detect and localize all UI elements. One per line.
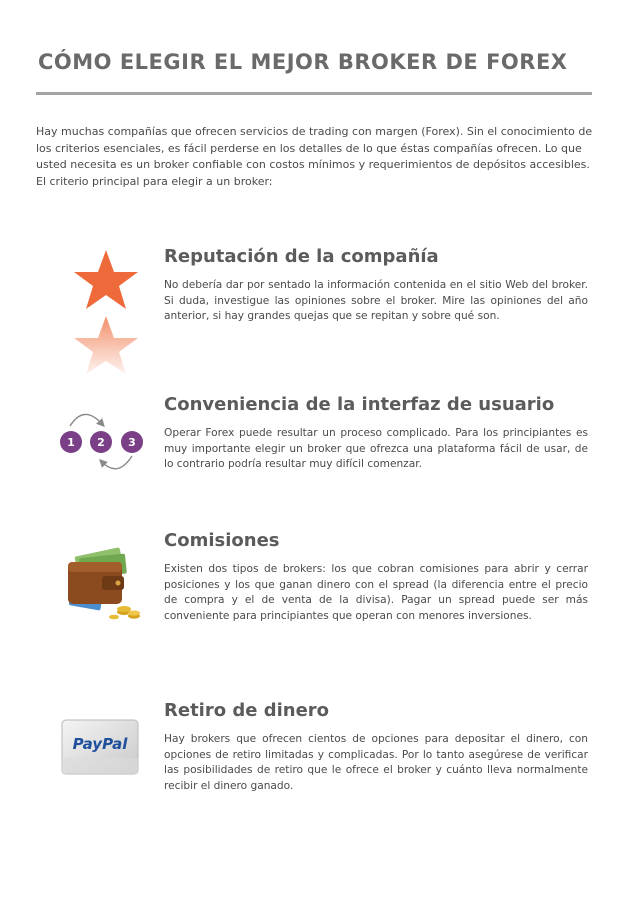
step-label: 3: [128, 436, 136, 449]
title-divider: [36, 92, 592, 95]
step-label: 1: [67, 436, 75, 449]
page-title: CÓMO ELEGIR EL MEJOR BROKER DE FOREX: [38, 50, 568, 74]
section-title: Conveniencia de la interfaz de usuario: [164, 394, 555, 415]
intro-paragraph: Hay muchas compañías que ofrecen servicios de trading con margen (Forex). Sin el conocimiento de los criterios esenciales, es fácil perderse en los detalles de lo que éstas compañías ofrecen. Lo que usted necesita es un broker confiable con costos mínimos y requerimientos de depósitos accesibles. El criterio principal para elegir a un broker:: [36, 125, 593, 188]
section-body: Existen dos tipos de brokers: los que cobran comisiones para abrir y cerrar posiciones y los que ganan dinero con el spread (la diferencia entre el precio de compra y el de venta de la divisa). Pagar un spread puede ser más conveniente para principiantes que operan con menores inversiones.: [164, 563, 588, 622]
paypal-logo-text: PayPal: [72, 735, 128, 753]
wallet-icon: [62, 538, 142, 622]
section-title: Comisiones: [164, 530, 280, 551]
star-icon: [72, 246, 140, 374]
step-label: 2: [97, 436, 105, 449]
section-title: Retiro de dinero: [164, 700, 330, 721]
paypal-icon: [60, 718, 140, 776]
steps-icon: [56, 402, 148, 480]
section-title: Reputación de la compañía: [164, 246, 439, 267]
section-body: Hay brokers que ofrecen cientos de opciones para depositar el dinero, con opciones de retiro limitadas y complicadas. Por lo tanto asegúrese de verificar las posibilidades de retiro que le ofrece el broker y cuánto lleva normalmente recibir el dinero ganado.: [164, 733, 588, 792]
section-body: Operar Forex puede resultar un proceso complicado. Para los principiantes es muy importante elegir un broker que ofrezca una plataforma fácil de usar, de lo contrario podría resultar muy difícil comenzar.: [164, 427, 588, 470]
section-body: No debería dar por sentado la información contenida en el sitio Web del broker. Si duda, investigue las opiniones sobre el broker. Mire las opiniones del año anterior, si hay grandes quejas que se repitan y sobre qué son.: [164, 279, 588, 322]
